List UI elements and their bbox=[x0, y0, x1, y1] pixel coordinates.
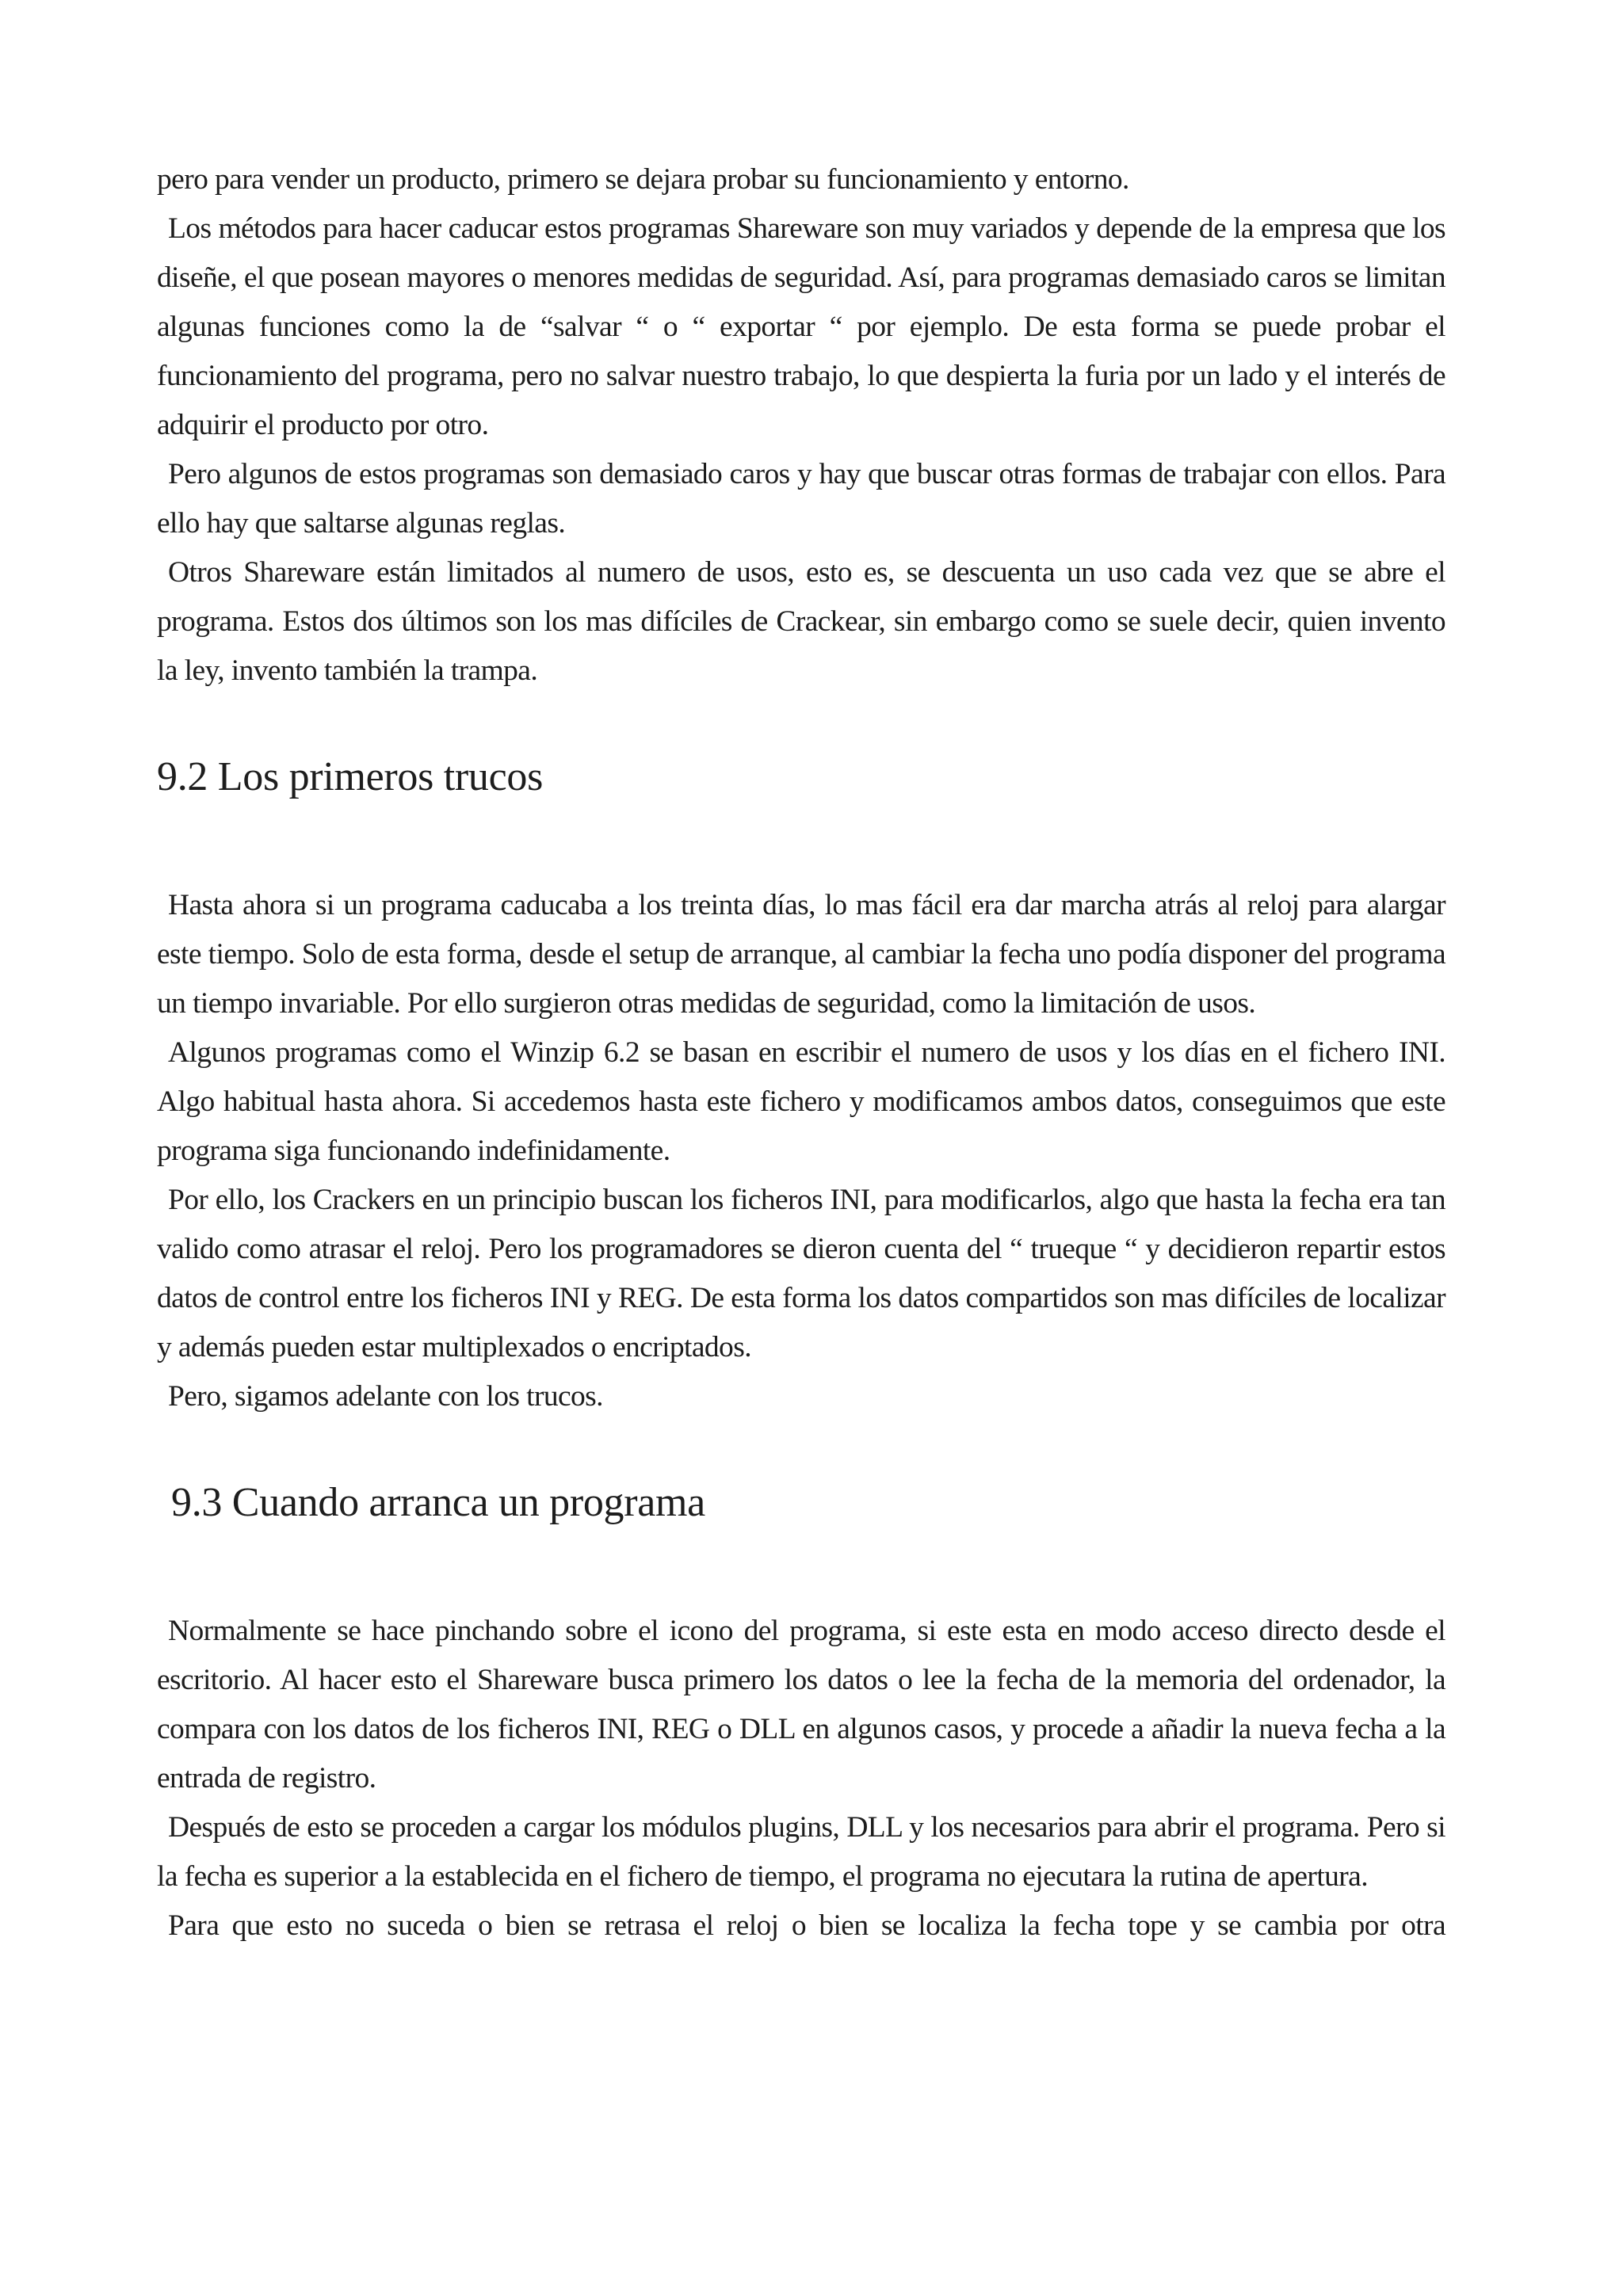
intro-paragraph-1: pero para vender un producto, primero se dejara probar su funcionamiento y entorno. bbox=[157, 163, 1129, 196]
intro-paragraph-4: Otros Shareware están limitados al numero de usos, esto es, se descuenta un uso cada vez que se abre el programa. Estos dos últimos son los mas difíciles de Crackear, sin embargo como se suele decir, quien invento la ley, invento también la trampa. bbox=[157, 556, 1445, 687]
section-9-2-paragraph-4: Pero, sigamos adelante con los trucos. bbox=[168, 1380, 603, 1413]
section-9-3-body bbox=[157, 1607, 1445, 1951]
section-9-3-paragraph-2: Después de esto se proceden a cargar los módulos plugins, DLL y los necesarios para abrir el programa. Pero si la fecha es superior a la establecida en el fichero de tiempo, el programa no ejecutara la rutina de apertura. bbox=[157, 1811, 1445, 1893]
section-9-3-paragraph-3: Para que esto no suceda o bien se retrasa el reloj o bien se localiza la fecha tope y se cambia por otra bbox=[168, 1909, 1445, 1942]
section-9-2-paragraph-3: Por ello, los Crackers en un principio buscan los ficheros INI, para modificarlos, algo que hasta la fecha era tan valido como atrasar el reloj. Pero los programadores se dieron cuenta del “ trueque “ y decidieron repartir estos datos de control entre los ficheros INI y REG. De esta forma los datos compartidos son mas difíciles de localizar y además pueden estar multiplexados o encriptados. bbox=[157, 1184, 1445, 1363]
section-9-2-heading: 9.2 Los primeros trucos bbox=[157, 754, 544, 799]
section-9-3-paragraph-1: Normalmente se hace pinchando sobre el icono del programa, si este esta en modo acceso directo desde el escritorio. Al hacer esto el Shareware busca primero los datos o lee la fecha de la memoria del ordenador, la compara con los datos de los ficheros INI, REG o DLL en algunos casos, y procede a añadir la nueva fecha a la entrada de registro. bbox=[157, 1615, 1445, 1794]
section-9-2-body bbox=[157, 881, 1445, 1421]
section-9-2-paragraph-1: Hasta ahora si un programa caducaba a los treinta días, lo mas fácil era dar marcha atrás al reloj para alargar este tiempo. Solo de esta forma, desde el setup de arranque, al cambiar la fecha uno podía disponer del programa un tiempo invariable. Por ello surgieron otras medidas de seguridad, como la limitación de usos. bbox=[157, 889, 1445, 1020]
document-page bbox=[157, 155, 1445, 1951]
intro-paragraph-3: Pero algunos de estos programas son demasiado caros y hay que buscar otras formas de trabajar con ellos. Para ello hay que saltarse algunas reglas. bbox=[157, 458, 1445, 540]
intro-paragraph-2: Los métodos para hacer caducar estos programas Shareware son muy variados y depende de la empresa que los diseñe, el que posean mayores o menores medidas de seguridad. Así, para programas demasiado caros se limitan algunas funciones como la de “salvar “ o “ exportar “ por ejemplo. De esta forma se puede probar el funcionamiento del programa, pero no salvar nuestro trabajo, lo que despierta la furia por un lado y el interés de adquirir el producto por otro. bbox=[157, 212, 1445, 441]
section-9-2-paragraph-2: Algunos programas como el Winzip 6.2 se basan en escribir el numero de usos y los días en el fichero INI. Algo habitual hasta ahora. Si accedemos hasta este fichero y modificamos ambos datos, conseguimos que este programa siga funcionando indefinidamente. bbox=[157, 1036, 1445, 1167]
section-9-3-heading: 9.3 Cuando arranca un programa bbox=[171, 1480, 705, 1525]
